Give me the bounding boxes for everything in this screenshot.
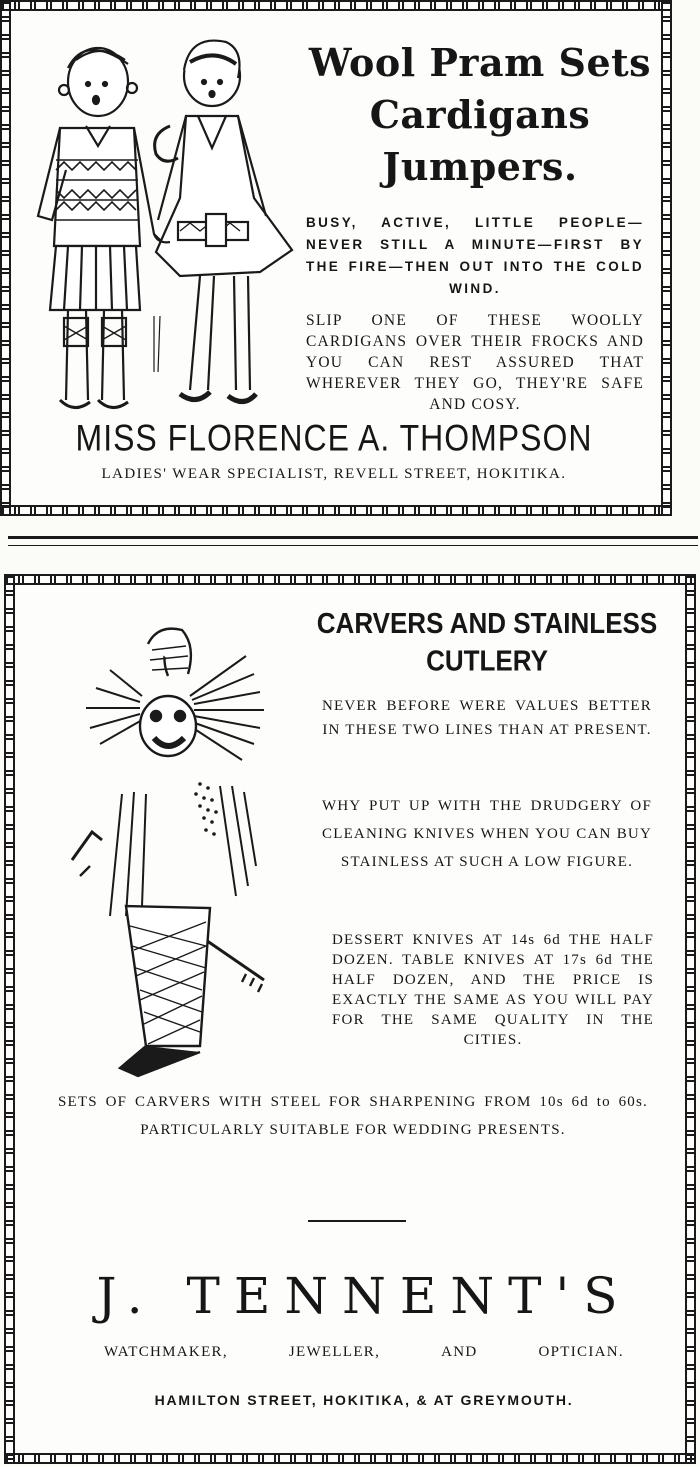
advert-wool-cardigans <box>0 0 672 516</box>
ad2-shop-name: J. TENNENT'S <box>96 1267 632 1325</box>
advert-carvers-cutlery <box>4 574 696 1464</box>
ad2-border-left <box>4 574 15 1464</box>
column-rule-thin <box>8 545 698 546</box>
ad1-border-top <box>0 0 672 11</box>
trade-and: AND <box>441 1344 478 1360</box>
ad1-heading-line-1: Wool Pram Sets <box>308 40 652 85</box>
ad2-trades-row <box>104 1344 624 1361</box>
ad1-address: LADIES' WEAR SPECIALIST, REVELL STREET, HOKITIKA. <box>101 466 567 482</box>
ad1-shop-name: MISS FLORENCE A. THOMPSON <box>75 417 593 459</box>
trade-jeweller: JEWELLER, <box>288 1344 381 1360</box>
ad2-border-right <box>685 574 696 1464</box>
ad1-heading-line-3: Jumpers. <box>382 144 578 189</box>
ad2-short-rule <box>308 1220 406 1222</box>
ad2-border-top <box>4 574 696 585</box>
ad2-para-3: DESSERT KNIVES AT 14s 6d THE HALF DOZEN. TABLE KNIVES AT 17s 6d THE HALF DOZEN, AND THE PRICE IS EXACTLY THE SAME AS YOU WILL PAY FOR THE SAME QUALITY IN THE CITIES. <box>332 932 654 1048</box>
ad2-border-bottom <box>4 1453 696 1464</box>
ad1-border-bottom <box>0 505 672 516</box>
column-rule <box>8 536 698 539</box>
ad2-para-4: SETS OF CARVERS WITH STEEL FOR SHARPENING FROM 10s 6d to 60s. PARTICULARLY SUITABLE FOR WEDDING PRESENTS. <box>58 1094 648 1138</box>
ad2-para-1: NEVER BEFORE WERE VALUES BETTER IN THESE TWO LINES THAN AT PRESENT. <box>322 698 652 738</box>
trade-optician: OPTICIAN. <box>538 1344 624 1360</box>
ad1-intro-text: BUSY, ACTIVE, LITTLE PEOPLE—NEVER STILL A MINUTE—FIRST BY THE FIRE—THEN OUT INTO THE COLD WIND. <box>306 215 644 296</box>
ad1-heading-line-2: Cardigans <box>369 92 591 137</box>
ad1-body-text: SLIP ONE OF THESE WOOLLY CARDIGANS OVER THEIR FROCKS AND YOU CAN REST ASSURED THAT WHEREVER THEY GO, THEY'RE SAFE AND COSY. <box>306 312 644 413</box>
ad1-border-left <box>0 0 11 516</box>
ad2-para-2: WHY PUT UP WITH THE DRUDGERY OF CLEANING KNIVES WHEN YOU CAN BUY STAINLESS AT SUCH A LOW FIGURE. <box>322 798 652 870</box>
ad2-address: HAMILTON STREET, HOKITIKA, & AT GREYMOUTH. <box>154 1392 574 1408</box>
ad1-border-right <box>661 0 672 516</box>
ad2-heading: CARVERS AND STAINLESS CUTLERY <box>316 606 658 678</box>
caricature-illustration <box>50 616 280 1076</box>
trade-watchmaker: WATCHMAKER, <box>104 1344 228 1360</box>
children-illustration <box>30 20 300 430</box>
